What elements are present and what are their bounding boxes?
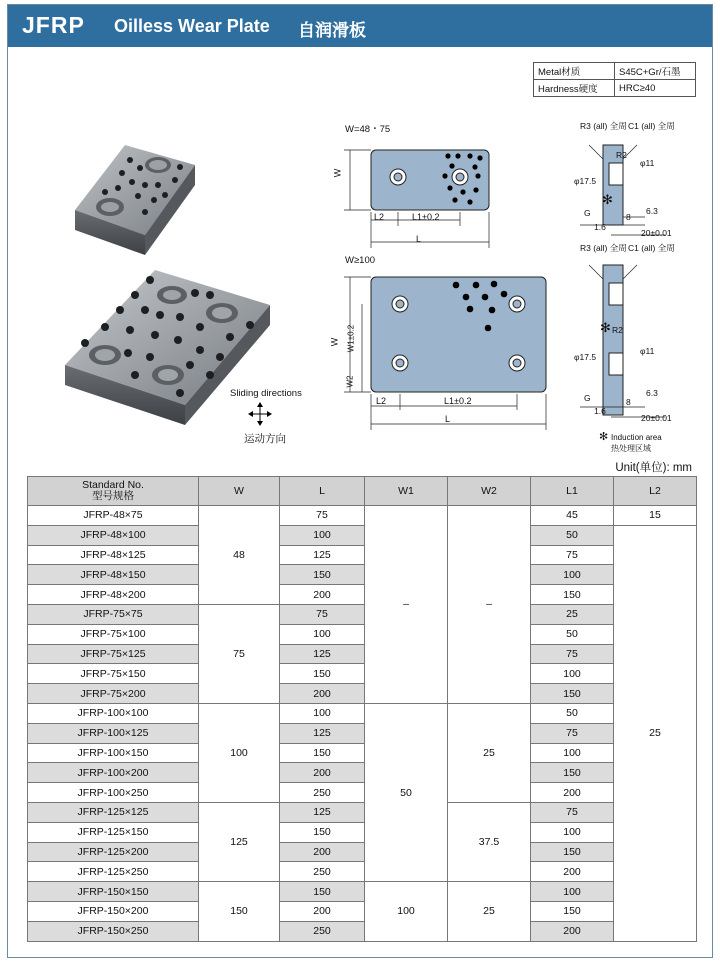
unit-label: Unit(单位): mm xyxy=(615,462,692,474)
cell-w2: 25 xyxy=(448,703,531,802)
induction-asterisk-icon: ✻ xyxy=(602,192,613,207)
cell-l1: 150 xyxy=(531,901,614,921)
header-standard-no-en: Standard No. xyxy=(82,479,144,491)
cell-l1: 75 xyxy=(531,644,614,664)
table-row xyxy=(28,763,697,783)
page-header xyxy=(8,5,712,47)
cell-standard-no: JFRP-150×250 xyxy=(28,921,199,941)
l1-label-large: L1±0.2 xyxy=(444,396,472,406)
table-row xyxy=(28,743,697,763)
sliding-directions-label: Sliding directions xyxy=(230,388,302,399)
table-row xyxy=(28,802,697,822)
hardness-row xyxy=(534,80,696,97)
cell-l: 75 xyxy=(280,604,365,624)
d11-label-2: φ11 xyxy=(640,346,655,356)
table-row xyxy=(28,862,697,882)
sliding-directions-cn: 运动方向 xyxy=(244,433,286,445)
cell-w1: – xyxy=(365,506,448,704)
cell-l: 250 xyxy=(280,783,365,803)
table-body xyxy=(28,506,697,942)
product-title: Oilless Wear Plate xyxy=(114,16,270,36)
table-row xyxy=(28,783,697,803)
induction-asterisk-icon-3: ✻ xyxy=(599,431,609,443)
d175-label-2: φ17.5 xyxy=(574,352,597,362)
cell-l1: 200 xyxy=(531,921,614,941)
cell-l: 100 xyxy=(280,703,365,723)
table-row xyxy=(28,604,697,624)
cell-l1: 200 xyxy=(531,783,614,803)
g-label: G xyxy=(584,208,591,218)
l2-label-large: L2 xyxy=(376,396,387,406)
cell-l1: 150 xyxy=(531,763,614,783)
l-label-small: L xyxy=(416,234,422,244)
header-standard-no-cn: 型号规格 xyxy=(92,490,134,502)
header-w: W xyxy=(199,477,280,506)
cell-l1: 150 xyxy=(531,684,614,704)
cell-l2: 15 xyxy=(614,506,697,526)
cell-standard-no: JFRP-150×200 xyxy=(28,901,199,921)
cell-l1: 200 xyxy=(531,862,614,882)
cell-l: 200 xyxy=(280,763,365,783)
cell-l1: 25 xyxy=(531,604,614,624)
r3-label-2: R3 (all) 全周 xyxy=(580,243,627,253)
table-header-row xyxy=(28,477,697,506)
v20-label: 20±0.01 xyxy=(641,228,672,238)
header-w1: W1 xyxy=(365,477,448,506)
w1-label: W1±0.2 xyxy=(346,324,356,353)
cell-l: 250 xyxy=(280,862,365,882)
cell-l: 125 xyxy=(280,545,365,565)
cell-standard-no: JFRP-100×100 xyxy=(28,703,199,723)
table-row xyxy=(28,882,697,902)
w-large-label: W≥100 xyxy=(345,255,376,266)
cell-l: 125 xyxy=(280,644,365,664)
cell-l: 150 xyxy=(280,565,365,585)
table-row xyxy=(28,585,697,605)
cell-w: 48 xyxy=(199,506,280,605)
table-row xyxy=(28,822,697,842)
cell-l1: 50 xyxy=(531,525,614,545)
product-photo-small xyxy=(70,140,200,260)
cell-standard-no: JFRP-125×150 xyxy=(28,822,199,842)
cell-l: 125 xyxy=(280,723,365,743)
cell-l: 200 xyxy=(280,901,365,921)
cell-l1: 75 xyxy=(531,545,614,565)
cell-standard-no: JFRP-100×200 xyxy=(28,763,199,783)
r2-label-2: R2 xyxy=(612,325,623,335)
v63-label: 6.3 xyxy=(646,206,658,216)
induction-asterisk-icon-2: ✻ xyxy=(600,320,611,335)
cell-standard-no: JFRP-125×250 xyxy=(28,862,199,882)
cell-l: 200 xyxy=(280,585,365,605)
cell-l1: 100 xyxy=(531,565,614,585)
cell-standard-no: JFRP-75×150 xyxy=(28,664,199,684)
induction-area-cn: 热处理区域 xyxy=(611,444,651,453)
cell-l: 150 xyxy=(280,882,365,902)
material-label: Metal材质 xyxy=(534,63,615,80)
d175-label: φ17.5 xyxy=(574,176,597,186)
w-label-small: W xyxy=(332,168,343,178)
cell-standard-no: JFRP-100×150 xyxy=(28,743,199,763)
cell-standard-no: JFRP-75×75 xyxy=(28,604,199,624)
table-row xyxy=(28,921,697,941)
cell-w2: 37.5 xyxy=(448,802,531,881)
cell-standard-no: JFRP-48×150 xyxy=(28,565,199,585)
cell-l: 150 xyxy=(280,743,365,763)
cell-l1: 100 xyxy=(531,743,614,763)
spec-table xyxy=(27,476,697,942)
cell-standard-no: JFRP-75×125 xyxy=(28,644,199,664)
cell-w: 125 xyxy=(199,802,280,881)
cell-l1: 150 xyxy=(531,842,614,862)
cell-l1: 150 xyxy=(531,585,614,605)
w2-label: W2 xyxy=(345,375,355,388)
r3-label: R3 (all) 全周 xyxy=(580,121,627,131)
cell-l1: 100 xyxy=(531,822,614,842)
large-plate-drawing xyxy=(330,270,560,430)
table-row xyxy=(28,703,697,723)
l-label-large: L xyxy=(445,414,451,424)
material-table xyxy=(533,62,696,97)
material-value: S45C+Gr/石墨 xyxy=(615,63,696,80)
c1-label: C1 (all) 全周 xyxy=(628,121,675,131)
v8-label: 8 xyxy=(626,212,631,222)
header-standard-no xyxy=(28,477,199,506)
header-l2: L2 xyxy=(614,477,697,506)
header-w2: W2 xyxy=(448,477,531,506)
cell-l: 125 xyxy=(280,802,365,822)
table-row xyxy=(28,624,697,644)
table-row xyxy=(28,723,697,743)
cell-standard-no: JFRP-125×125 xyxy=(28,802,199,822)
cell-standard-no: JFRP-150×150 xyxy=(28,882,199,902)
cell-l1: 50 xyxy=(531,624,614,644)
cell-l1: 75 xyxy=(531,802,614,822)
cell-standard-no: JFRP-100×125 xyxy=(28,723,199,743)
cell-standard-no: JFRP-75×200 xyxy=(28,684,199,704)
v8-label-2: 8 xyxy=(626,397,631,407)
table-row xyxy=(28,545,697,565)
v20-label-2: 20±0.01 xyxy=(641,413,672,423)
sliding-arrows-icon xyxy=(247,401,273,427)
cell-l1: 100 xyxy=(531,664,614,684)
table-row xyxy=(28,644,697,664)
cell-l: 150 xyxy=(280,664,365,684)
cell-w1: 100 xyxy=(365,882,448,941)
cell-w: 150 xyxy=(199,882,280,941)
table-row xyxy=(28,664,697,684)
cell-w1: 50 xyxy=(365,703,448,881)
r2-label: R2 xyxy=(616,150,627,160)
d11-label: φ11 xyxy=(640,158,655,168)
l2-label-small: L2 xyxy=(374,212,385,222)
header-l1: L1 xyxy=(531,477,614,506)
cell-l1: 75 xyxy=(531,723,614,743)
cell-l: 75 xyxy=(280,506,365,526)
cell-standard-no: JFRP-48×200 xyxy=(28,585,199,605)
material-row xyxy=(534,63,696,80)
cell-l: 200 xyxy=(280,684,365,704)
cell-standard-no: JFRP-48×125 xyxy=(28,545,199,565)
cell-l1: 100 xyxy=(531,882,614,902)
cell-l: 250 xyxy=(280,921,365,941)
cell-l1: 45 xyxy=(531,506,614,526)
cell-standard-no: JFRP-100×250 xyxy=(28,783,199,803)
v16-label-2: 1.6 xyxy=(594,406,606,416)
hardness-value: HRC≥40 xyxy=(615,80,696,97)
table-row xyxy=(28,684,697,704)
hardness-label: Hardness硬度 xyxy=(534,80,615,97)
table-row xyxy=(28,565,697,585)
cell-w: 100 xyxy=(199,703,280,802)
table-row xyxy=(28,901,697,921)
cell-standard-no: JFRP-75×100 xyxy=(28,624,199,644)
c1-label-2: C1 (all) 全周 xyxy=(628,243,675,253)
cell-l: 100 xyxy=(280,624,365,644)
cell-standard-no: JFRP-48×75 xyxy=(28,506,199,526)
cell-l: 100 xyxy=(280,525,365,545)
v16-label: 1.6 xyxy=(594,222,606,232)
cell-w2: 25 xyxy=(448,882,531,941)
cell-w: 75 xyxy=(199,604,280,703)
product-code: JFRP xyxy=(22,12,85,38)
cell-l: 200 xyxy=(280,842,365,862)
cell-l2: 25 xyxy=(614,525,697,941)
v63-label-2: 6.3 xyxy=(646,388,658,398)
cell-l: 150 xyxy=(280,822,365,842)
header-l: L xyxy=(280,477,365,506)
product-title-cn: 自润滑板 xyxy=(298,21,366,40)
g-label-2: G xyxy=(584,393,591,403)
cell-standard-no: JFRP-125×200 xyxy=(28,842,199,862)
table-row xyxy=(28,842,697,862)
cell-w2: – xyxy=(448,506,531,704)
cell-l1: 50 xyxy=(531,703,614,723)
table-row xyxy=(28,525,697,545)
cell-standard-no: JFRP-48×100 xyxy=(28,525,199,545)
table-row xyxy=(28,506,697,526)
section-view-top xyxy=(575,135,685,240)
w-small-label: W=48・75 xyxy=(345,124,391,135)
l1-label-small: L1±0.2 xyxy=(412,212,440,222)
w-label-large: W xyxy=(329,337,340,347)
induction-area-label: Induction area xyxy=(611,433,662,442)
